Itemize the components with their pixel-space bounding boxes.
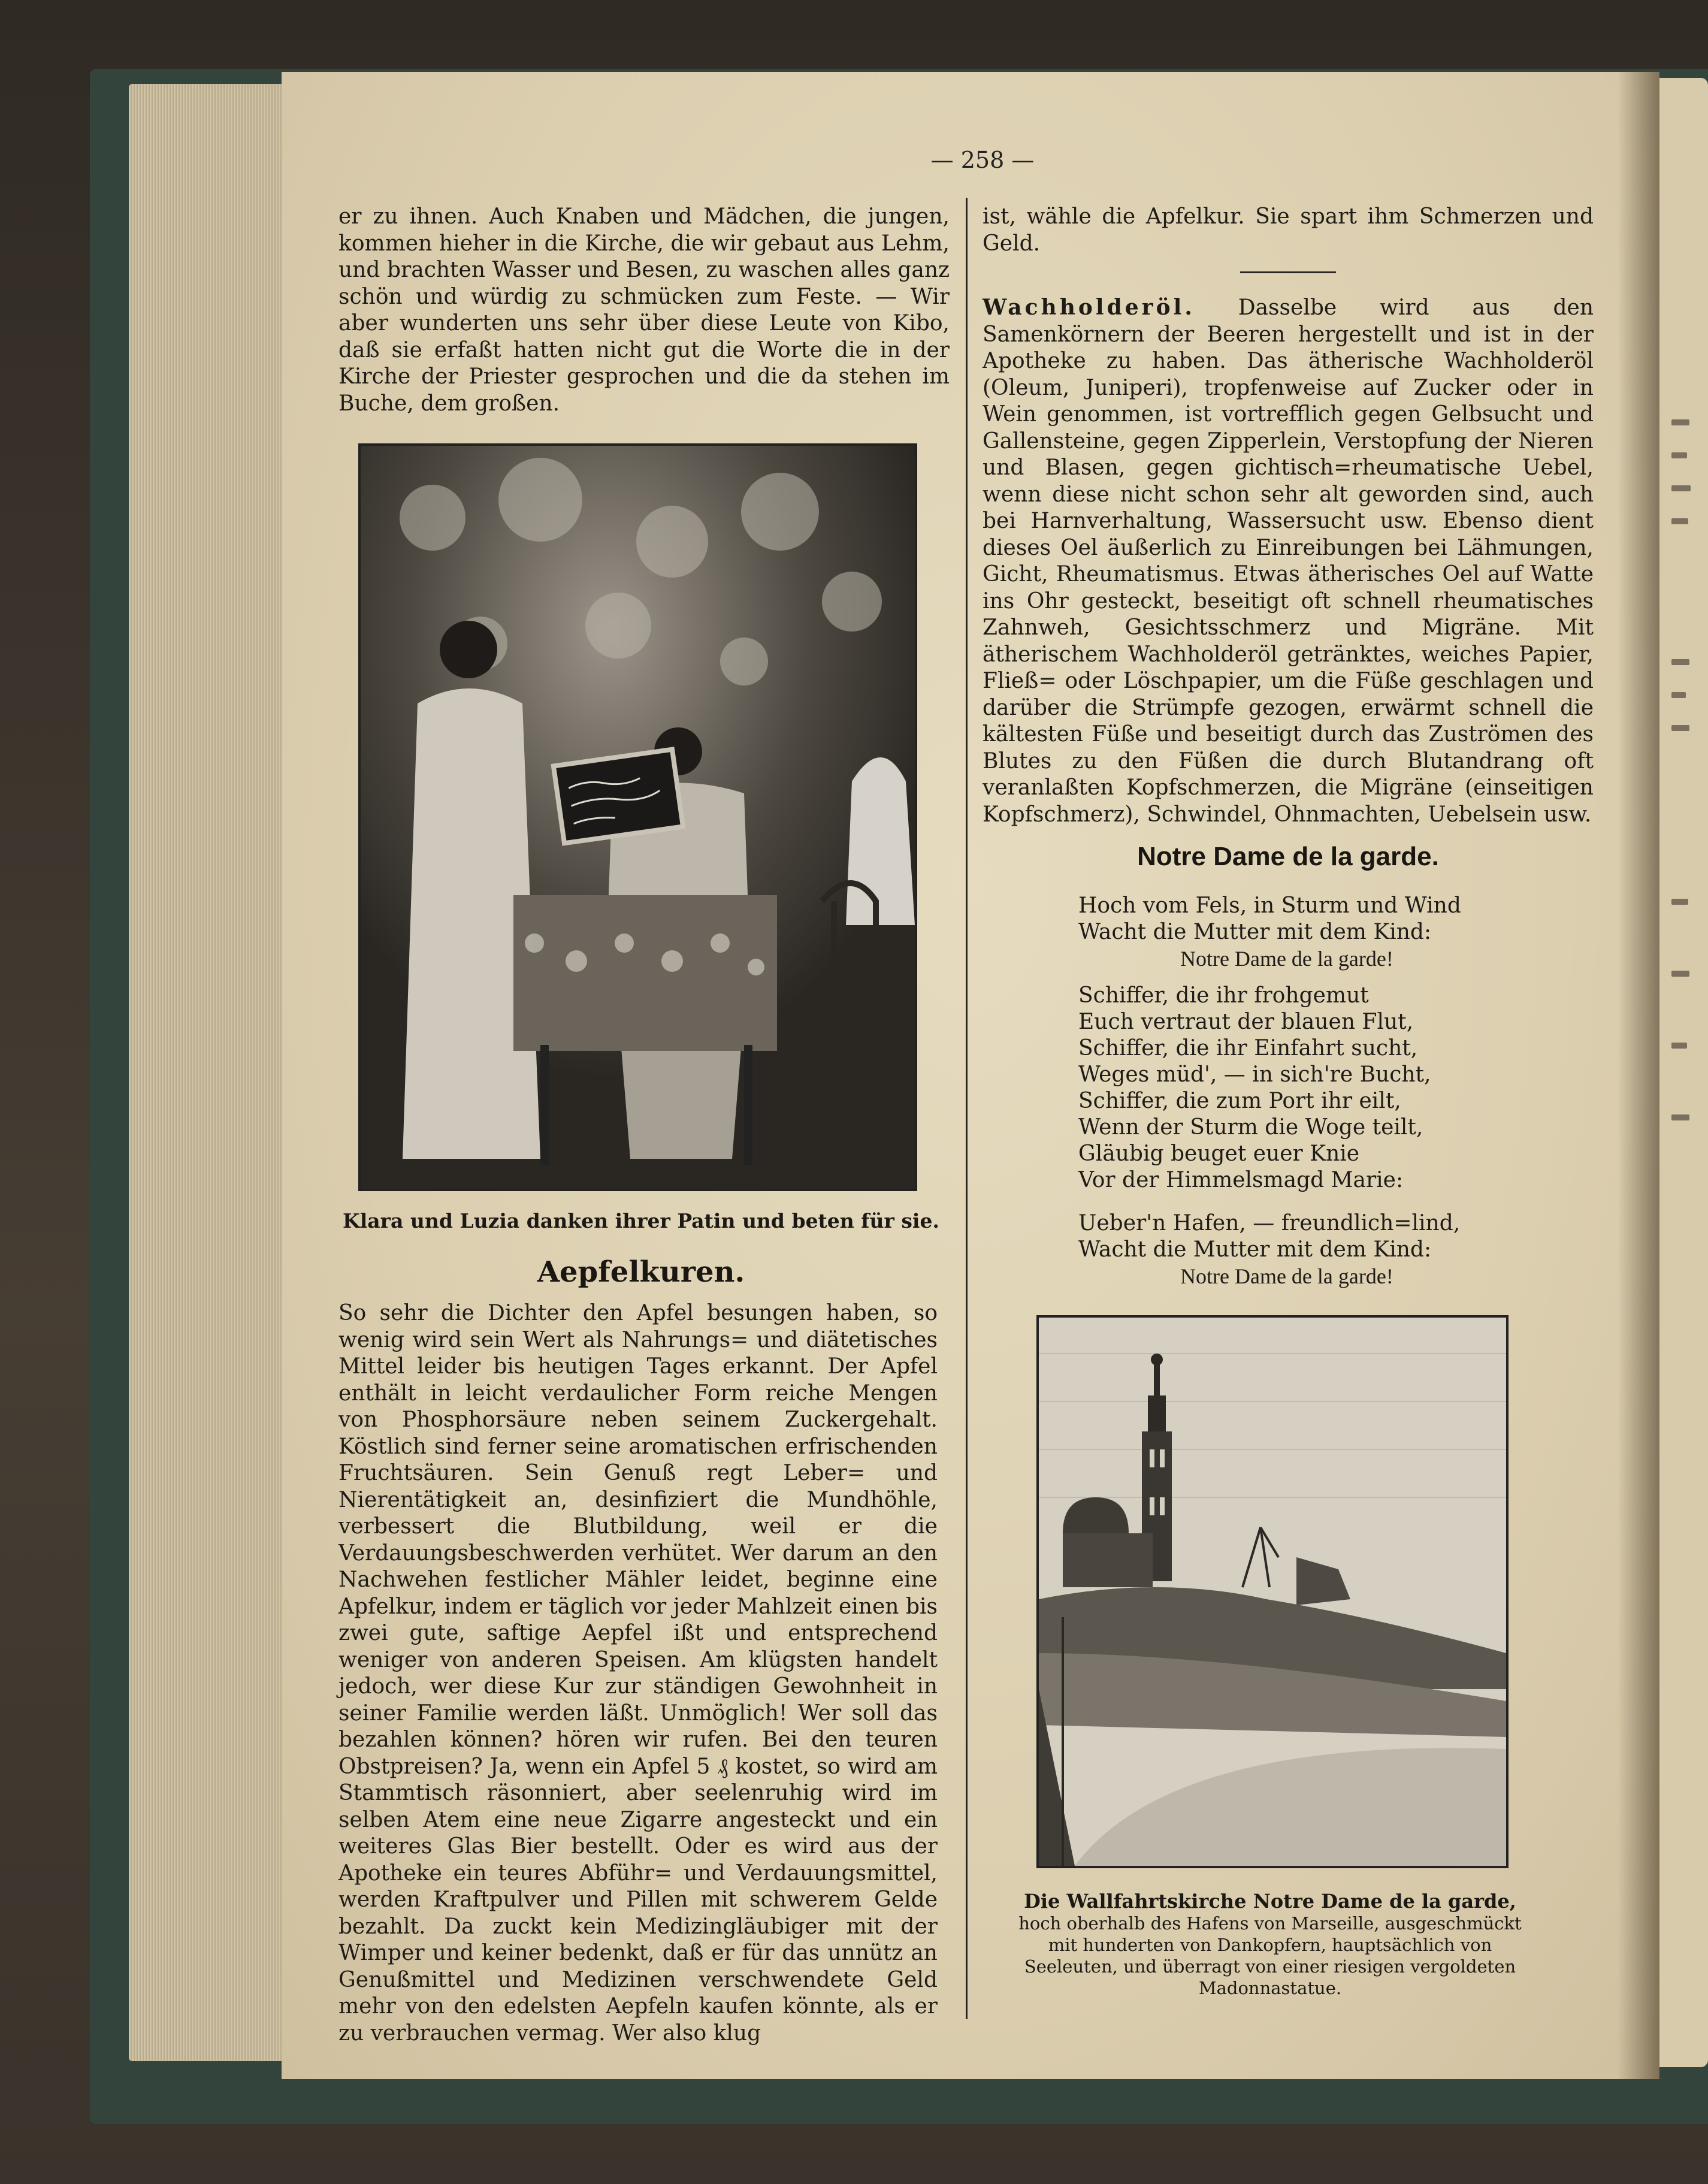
page-edges [129, 84, 282, 2061]
facing-page-text-fragment [1671, 725, 1689, 731]
facing-page-text-fragment [1671, 1114, 1689, 1120]
continuation-paragraph: ist, wähle die Apfelkur. Sie spart ihm Schmerzen und Geld. [983, 204, 1594, 256]
facing-page-text-fragment [1671, 518, 1688, 524]
facing-page-text-fragment [1671, 452, 1687, 458]
facing-page-edge [1659, 78, 1708, 2067]
facing-page-text-fragment [1671, 899, 1688, 905]
poem-line: Schiffer, die zum Port ihr eilt, [1078, 1089, 1401, 1113]
church-caption-text: hoch oberhalb des Hafens von Marseille, ausgeschmückt mit hunderten von Dankopfern, hauptsächlich von Seeleuten, und überragt von einer riesigen vergoldeten Madonnastatue. [1018, 1913, 1522, 1998]
poem-line: Euch vertraut der blauen Flut, [1078, 1010, 1414, 1034]
column-divider [966, 198, 968, 2019]
poem-line: Gläubig beuget euer Knie [1078, 1141, 1360, 1166]
poem-stanza-2 [1078, 983, 1498, 1194]
facing-page-text-fragment [1671, 419, 1689, 425]
poem-refrain: Notre Dame de la garde! [1180, 947, 1393, 971]
poem-stanza-3 [1078, 1210, 1498, 1289]
church-caption-lead: Die Wallfahrtskirche Notre Dame de la garde, [1024, 1890, 1516, 1913]
photo-klara-luzia [358, 443, 917, 1191]
wacholder-text: Dasselbe wird aus den Samenkörnern der Beeren hergestellt und ist in der Apotheke zu haben. Das ätherische Wachholderöl (Oleum, Juniperi), tropfenweise auf Zucker oder in Wein genommen, ist vortrefflich gegen Gelbsucht und Gallensteine, gegen Zipperlein, Verstopfung der Nieren und Blasen, gegen gichtisch=rheumatische Uebel, wenn diese nicht schon sehr alt geworden sind, auch bei Harnverhaltung, Wassersucht usw. Ebenso dient dieses Oel äußerlich zu Einreibungen bei Lähmungen, Gicht, Rheumatismus. Etwas ätherisches Oel auf Watte ins Ohr gesteckt, beseitigt oft schnell rheumatisches Zahnweh, Gesichtsschmerz und Migräne. Mit ätherischem Wachholderöl getränktes, weiches Papier, Fließ= oder Löschpapier, um die Füße geschlagen und darüber die Strümpfe gezogen, erwärmt schnell die kältesten Füße und beseitigt durch das Zuströmen des Blutes zu den Füßen die durch Blutandrang oft veranlaßten Kopfschmerzen, die Migräne (einseitigen Kopfschmerz), Schwindel, Ohnmachten, Uebelsein usw. [983, 295, 1594, 827]
poem-line: Wenn der Sturm die Woge teilt, [1078, 1115, 1423, 1140]
left-column-body [338, 1300, 938, 2047]
photo-girls-with-slate [361, 446, 915, 1189]
section-spacer [983, 257, 1594, 294]
photo-caption-church [1018, 1890, 1522, 1999]
page-number: — 258 — [930, 147, 1035, 173]
poem-refrain: Notre Dame de la garde! [1180, 1264, 1393, 1288]
poem-stanza-1 [1078, 893, 1498, 972]
section-divider [1240, 271, 1336, 273]
facing-page-text-fragment [1671, 659, 1689, 665]
left-column-intro [338, 204, 950, 417]
intro-paragraph: er zu ihnen. Auch Knaben und Mädchen, die jungen, kommen hieher in die Kirche, die wir gebaut aus Lehm, und brachten Wasser und Besen, zu waschen alles ganz schön und würdig zu schmücken zum Feste. — Wir aber wunderten uns sehr über diese Leute von Kibo, daß sie erfaßt hatten nicht gut die Worte die in der Kirche der Priester gesprochen und die da stehen im Buche, dem großen. [338, 204, 950, 416]
poem-line: Weges müd', — in sich're Bucht, [1078, 1062, 1431, 1087]
right-column-top [983, 204, 1594, 828]
poem-line: Schiffer, die ihr frohgemut [1078, 983, 1369, 1008]
poem-line: Ueber'n Hafen, — freundlich=lind, [1078, 1211, 1461, 1236]
photo-basilica-on-hill [1039, 1318, 1506, 1866]
poem-line: Wacht die Mutter mit dem Kind: [1078, 920, 1432, 944]
facing-page-text-fragment [1671, 485, 1691, 491]
poem-title: Notre Dame de la garde. [1137, 842, 1439, 871]
poem-line: Wacht die Mutter mit dem Kind: [1078, 1237, 1432, 1262]
facing-page-text-fragment [1671, 971, 1689, 977]
aepfelkuren-paragraph: So sehr die Dichter den Apfel besungen haben, so wenig wird sein Wert als Nahrungs= und diätetisches Mittel leider bis heutigen Tages erkannt. Der Apfel enthält in leicht verdaulicher Form reiche Mengen von Phosphorsäure neben seinem Zuckergehalt. Köstlich sind ferner seine aromatischen erfrischenden Fruchtsäuren. Sein Genuß regt Leber= und Nierentätigkeit an, desinfiziert die Mundhöhle, verbessert die Blutbildung, weil er die Verdauungsbeschwerden verhütet. Wer darum an den Nachwehen festlicher Mähler leidet, beginne eine Apfelkur, indem er täglich vor jeder Mahlzeit einen bis zwei gute, saftige Aepfel ißt und entsprechend weniger von anderen Speisen. Am klügsten handelt jedoch, wer diese Kur zur ständigen Gewohnheit in seiner Familie werden läßt. Unmöglich! Wer soll das bezahlen können? hören wir rufen. Bei den teuren Obstpreisen? Ja, wenn ein Apfel 5 ₰ kostet, so wird am Stammtisch räsonniert, aber seelenruhig wird im selben Atem eine neue Zigarre angesteckt und ein weiteres Glas Bier bestellt. Oder es wird aus der Apotheke ein teures Abführ= und Verdauungsmittel, werden Kraftpulver und Pillen mit schwerem Gelde bezahlt. Da zuckt kein Medizingläubiger mit der Wimper und keiner bedenkt, daß er für das unnütz an Genußmittel und Medizinen verschwendete Geld mehr von den edelsten Aepfeln kaufen könnte, als er zu verbrauchen vermag. Wer also klug [338, 1301, 938, 2046]
wacholder-paragraph [983, 294, 1594, 828]
page-gutter [1618, 72, 1659, 2079]
facing-page-text-fragment [1671, 1043, 1687, 1049]
facing-page-text-fragment [1671, 692, 1686, 698]
wacholder-lead: Wachholderöl. [983, 295, 1195, 320]
photo-notre-dame-de-la-garde [1036, 1315, 1509, 1868]
photo-caption-klara-luzia: Klara und Luzia danken ihrer Patin und beten für sie. [343, 1209, 939, 1233]
poem-line: Hoch vom Fels, in Sturm und Wind [1078, 893, 1461, 918]
article-heading-aepfelkuren: Aepfelkuren. [537, 1255, 745, 1289]
poem-line: Vor der Himmelsmagd Marie: [1078, 1168, 1404, 1192]
poem-line: Schiffer, die ihr Einfahrt sucht, [1078, 1036, 1418, 1061]
